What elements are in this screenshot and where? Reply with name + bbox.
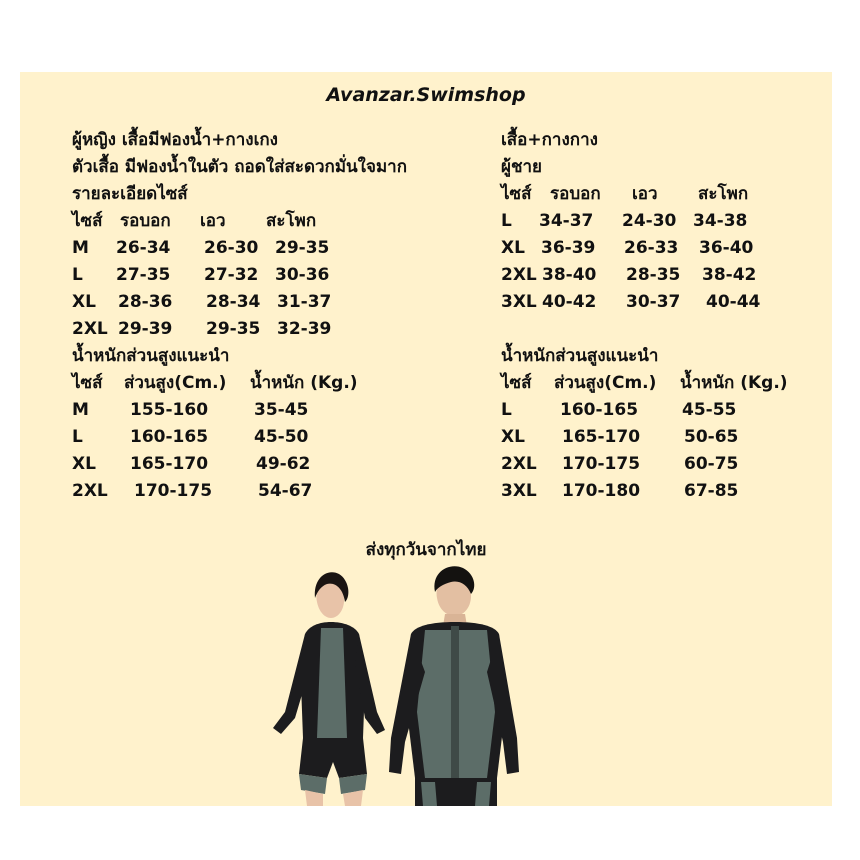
men-fit-cell: XL (501, 427, 525, 447)
men-size-header-hip: สะโพก (698, 184, 749, 204)
women-size-cell: L (72, 265, 83, 285)
men-size-cell: 36-39 (541, 238, 596, 258)
men-fit-cell: 50-65 (684, 427, 739, 447)
men-size-cell: 34-37 (539, 211, 594, 231)
man-model (389, 566, 519, 806)
size-chart-panel (20, 72, 832, 806)
women-size-cell: 26-34 (116, 238, 171, 258)
shipping-note: ส่งทุกวันจากไทย (365, 540, 487, 560)
women-size-cell: 27-32 (204, 265, 259, 285)
women-fit-cell: 54-67 (258, 481, 313, 501)
men-size-cell: 40-44 (706, 292, 761, 312)
men-fit-cell: 165-170 (562, 427, 641, 447)
women-fit-cell: 160-165 (130, 427, 209, 447)
men-fit-cell: 67-85 (684, 481, 739, 501)
men-size-cell: 34-38 (693, 211, 748, 231)
men-fit-cell: L (501, 400, 512, 420)
women-fit-cell: 45-50 (254, 427, 309, 447)
men-size-cell: 38-40 (542, 265, 597, 285)
women-size-cell: 26-30 (204, 238, 259, 258)
men-fit-header-size: ไซส์ (501, 373, 532, 393)
women-fit-cell: 49-62 (256, 454, 311, 474)
women-size-cell: 30-36 (275, 265, 330, 285)
men-size-cell: 36-40 (699, 238, 754, 258)
men-fit-cell: 45-55 (682, 400, 737, 420)
women-size-cell: M (72, 238, 89, 258)
women-size-cell: XL (72, 292, 96, 312)
women-size-cell: 31-37 (277, 292, 332, 312)
women-size-header-size: ไซส์ (72, 211, 103, 231)
women-size-cell: 29-35 (275, 238, 330, 258)
men-subheading: ผู้ชาย (501, 157, 543, 177)
men-heading: เสื้อ+กางกาง (501, 130, 598, 150)
men-size-cell: XL (501, 238, 525, 258)
product-photo (265, 562, 565, 806)
women-size-cell: 29-39 (118, 319, 173, 339)
women-fit-heading: น้ำหนักส่วนสูงแนะนำ (72, 346, 230, 366)
women-size-heading: รายละเอียดไซส์ (72, 184, 188, 204)
women-fit-cell: L (72, 427, 83, 447)
women-size-cell: 29-35 (206, 319, 261, 339)
men-fit-cell: 3XL (501, 481, 537, 501)
women-description: ตัวเสื้อ มีฟองน้ำในตัว ถอดใส่สะดวกมั่นใจมาก (72, 157, 407, 177)
men-fit-cell: 60-75 (684, 454, 739, 474)
men-size-cell: L (501, 211, 512, 231)
shop-title: Avanzar.Swimshop (326, 84, 526, 106)
men-size-header-chest: รอบอก (550, 184, 601, 204)
men-size-cell: 30-37 (626, 292, 681, 312)
women-fit-cell: XL (72, 454, 96, 474)
men-fit-cell: 160-165 (560, 400, 639, 420)
woman-model (273, 572, 385, 806)
men-size-cell: 24-30 (622, 211, 677, 231)
women-fit-cell: 35-45 (254, 400, 309, 420)
men-size-header-size: ไซส์ (501, 184, 532, 204)
women-size-cell: 2XL (72, 319, 108, 339)
women-size-cell: 32-39 (277, 319, 332, 339)
men-size-cell: 40-42 (542, 292, 597, 312)
women-fit-cell: 155-160 (130, 400, 209, 420)
women-size-cell: 27-35 (116, 265, 171, 285)
women-fit-header-height: ส่วนสูง(Cm.) (124, 373, 227, 393)
men-fit-cell: 170-175 (562, 454, 641, 474)
men-size-cell: 3XL (501, 292, 537, 312)
men-size-cell: 2XL (501, 265, 537, 285)
men-fit-cell: 2XL (501, 454, 537, 474)
women-fit-cell: 165-170 (130, 454, 209, 474)
women-size-header-chest: รอบอก (120, 211, 171, 231)
women-fit-cell: M (72, 400, 89, 420)
women-size-header-waist: เอว (200, 211, 226, 231)
women-fit-cell: 2XL (72, 481, 108, 501)
women-fit-header-weight: น้ำหนัก (Kg.) (250, 373, 358, 393)
women-heading: ผู้หญิง เสื้อมีฟองน้ำ+กางเกง (72, 130, 278, 150)
women-fit-cell: 170-175 (134, 481, 213, 501)
men-size-cell: 38-42 (702, 265, 757, 285)
men-fit-header-height: ส่วนสูง(Cm.) (554, 373, 657, 393)
men-size-cell: 28-35 (626, 265, 681, 285)
men-fit-heading: น้ำหนักส่วนสูงแนะนำ (501, 346, 659, 366)
women-size-cell: 28-34 (206, 292, 261, 312)
men-size-cell: 26-33 (624, 238, 679, 258)
women-size-header-hip: สะโพก (266, 211, 317, 231)
men-fit-cell: 170-180 (562, 481, 641, 501)
men-size-header-waist: เอว (632, 184, 658, 204)
men-fit-header-weight: น้ำหนัก (Kg.) (680, 373, 788, 393)
women-size-cell: 28-36 (118, 292, 173, 312)
women-fit-header-size: ไซส์ (72, 373, 103, 393)
